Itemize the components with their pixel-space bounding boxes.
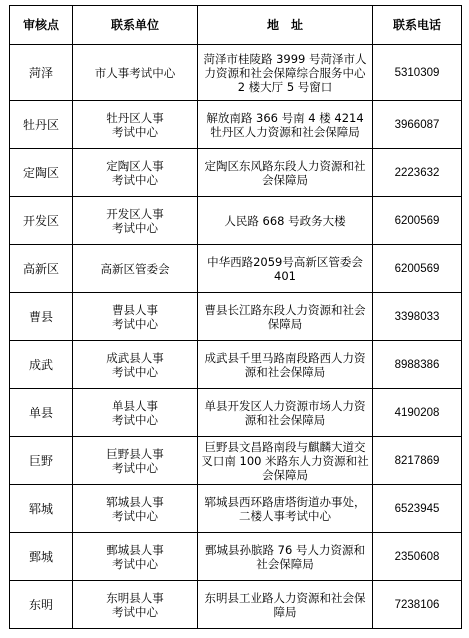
unit-line: 考试中心 (112, 604, 158, 619)
table-row (10, 533, 462, 581)
cell-unit (73, 581, 198, 629)
cell-unit (73, 245, 198, 293)
cell-address: 人民路 668 号政务大楼 (198, 197, 373, 245)
cell-unit (73, 341, 198, 389)
cell-unit (73, 485, 198, 533)
cell-site: 成武 (10, 341, 73, 389)
cell-unit (73, 389, 198, 437)
cell-site: 高新区 (10, 245, 73, 293)
header-site: 审核点 (10, 6, 73, 45)
table-row (10, 245, 462, 293)
cell-address: 巨野县文昌路南段与麒麟大道交叉口南 100 米路东人力资源和社会保障局 (198, 437, 373, 485)
cell-site: 鄄城 (10, 533, 73, 581)
unit-line: 开发区人事 (106, 206, 164, 221)
cell-address: 鄄城县孙膑路 76 号人力资源和社会保障局 (198, 533, 373, 581)
unit-line: 考试中心 (112, 364, 158, 379)
cell-address: 东明县工业路人力资源和社会保障局 (198, 581, 373, 629)
table-header-row (10, 6, 462, 45)
cell-phone: 6523945 (373, 485, 462, 533)
contact-table-container (9, 5, 462, 629)
table-row (10, 341, 462, 389)
table-row (10, 581, 462, 629)
cell-address: 菏泽市桂陵路 3999 号菏泽市人力资源和社会保障综合服务中心 2 楼大厅 5 号窗口 (198, 45, 373, 101)
cell-site: 菏泽 (10, 45, 73, 101)
cell-phone: 6200569 (373, 245, 462, 293)
cell-unit (73, 533, 198, 581)
unit-line: 成武县人事 (106, 350, 164, 365)
table-row (10, 437, 462, 485)
cell-phone: 6200569 (373, 197, 462, 245)
unit-line: 牡丹区人事 (106, 110, 164, 125)
unit-line: 考试中心 (112, 508, 158, 523)
unit-line: 考试中心 (112, 412, 158, 427)
cell-phone: 2223632 (373, 149, 462, 197)
table-row (10, 45, 462, 101)
cell-unit (73, 101, 198, 149)
table-row (10, 101, 462, 149)
cell-phone: 3398033 (373, 293, 462, 341)
cell-phone: 3966087 (373, 101, 462, 149)
cell-address: 曹县长江路东段人力资源和社会保障局 (198, 293, 373, 341)
cell-phone: 4190208 (373, 389, 462, 437)
cell-address: 单县开发区人力资源市场人力资源和社会保障局 (198, 389, 373, 437)
cell-address: 中华西路2059号高新区管委会 401 (198, 245, 373, 293)
header-address: 地 址 (198, 6, 373, 45)
cell-site: 单县 (10, 389, 73, 437)
table-row (10, 149, 462, 197)
cell-site: 曹县 (10, 293, 73, 341)
cell-unit (73, 197, 198, 245)
table-row (10, 293, 462, 341)
table-row (10, 197, 462, 245)
unit-line: 鄄城县人事 (106, 542, 164, 557)
cell-site: 东明 (10, 581, 73, 629)
cell-site: 巨野 (10, 437, 73, 485)
cell-site: 郓城 (10, 485, 73, 533)
cell-phone: 2350608 (373, 533, 462, 581)
cell-site: 定陶区 (10, 149, 73, 197)
cell-phone: 8988386 (373, 341, 462, 389)
cell-address: 成武县千里马路南段路西人力资源和社会保障局 (198, 341, 373, 389)
cell-unit (73, 293, 198, 341)
unit-line: 市人事考试中心 (94, 65, 176, 80)
cell-unit (73, 45, 198, 101)
table-row (10, 485, 462, 533)
cell-unit (73, 437, 198, 485)
unit-line: 定陶区人事 (106, 158, 164, 173)
header-phone: 联系电话 (373, 6, 462, 45)
table-row (10, 389, 462, 437)
unit-line: 巨野县人事 (106, 446, 164, 461)
unit-line: 考试中心 (112, 220, 158, 235)
unit-line: 曹县人事 (112, 302, 158, 317)
table-body (10, 45, 462, 629)
unit-line: 东明县人事 (106, 590, 164, 605)
cell-address: 定陶区东风路东段人力资源和社会保障局 (198, 149, 373, 197)
unit-line: 郓城县人事 (106, 494, 164, 509)
unit-line: 单县人事 (112, 398, 158, 413)
unit-line: 考试中心 (112, 172, 158, 187)
header-unit: 联系单位 (73, 6, 198, 45)
cell-phone: 8217869 (373, 437, 462, 485)
cell-site: 开发区 (10, 197, 73, 245)
unit-line: 考试中心 (112, 460, 158, 475)
unit-line: 高新区管委会 (100, 261, 170, 276)
cell-phone: 5310309 (373, 45, 462, 101)
cell-address: 解放南路 366 号南 4 楼 4214 牡丹区人力资源和社会保障局 (198, 101, 373, 149)
unit-line: 考试中心 (112, 124, 158, 139)
unit-line: 考试中心 (112, 556, 158, 571)
cell-phone: 7238106 (373, 581, 462, 629)
cell-unit (73, 149, 198, 197)
exam-contact-table (9, 5, 462, 629)
cell-address: 郓城县西环路唐塔街道办事处，二楼人事考试中心 (198, 485, 373, 533)
cell-site: 牡丹区 (10, 101, 73, 149)
unit-line: 考试中心 (112, 316, 158, 331)
